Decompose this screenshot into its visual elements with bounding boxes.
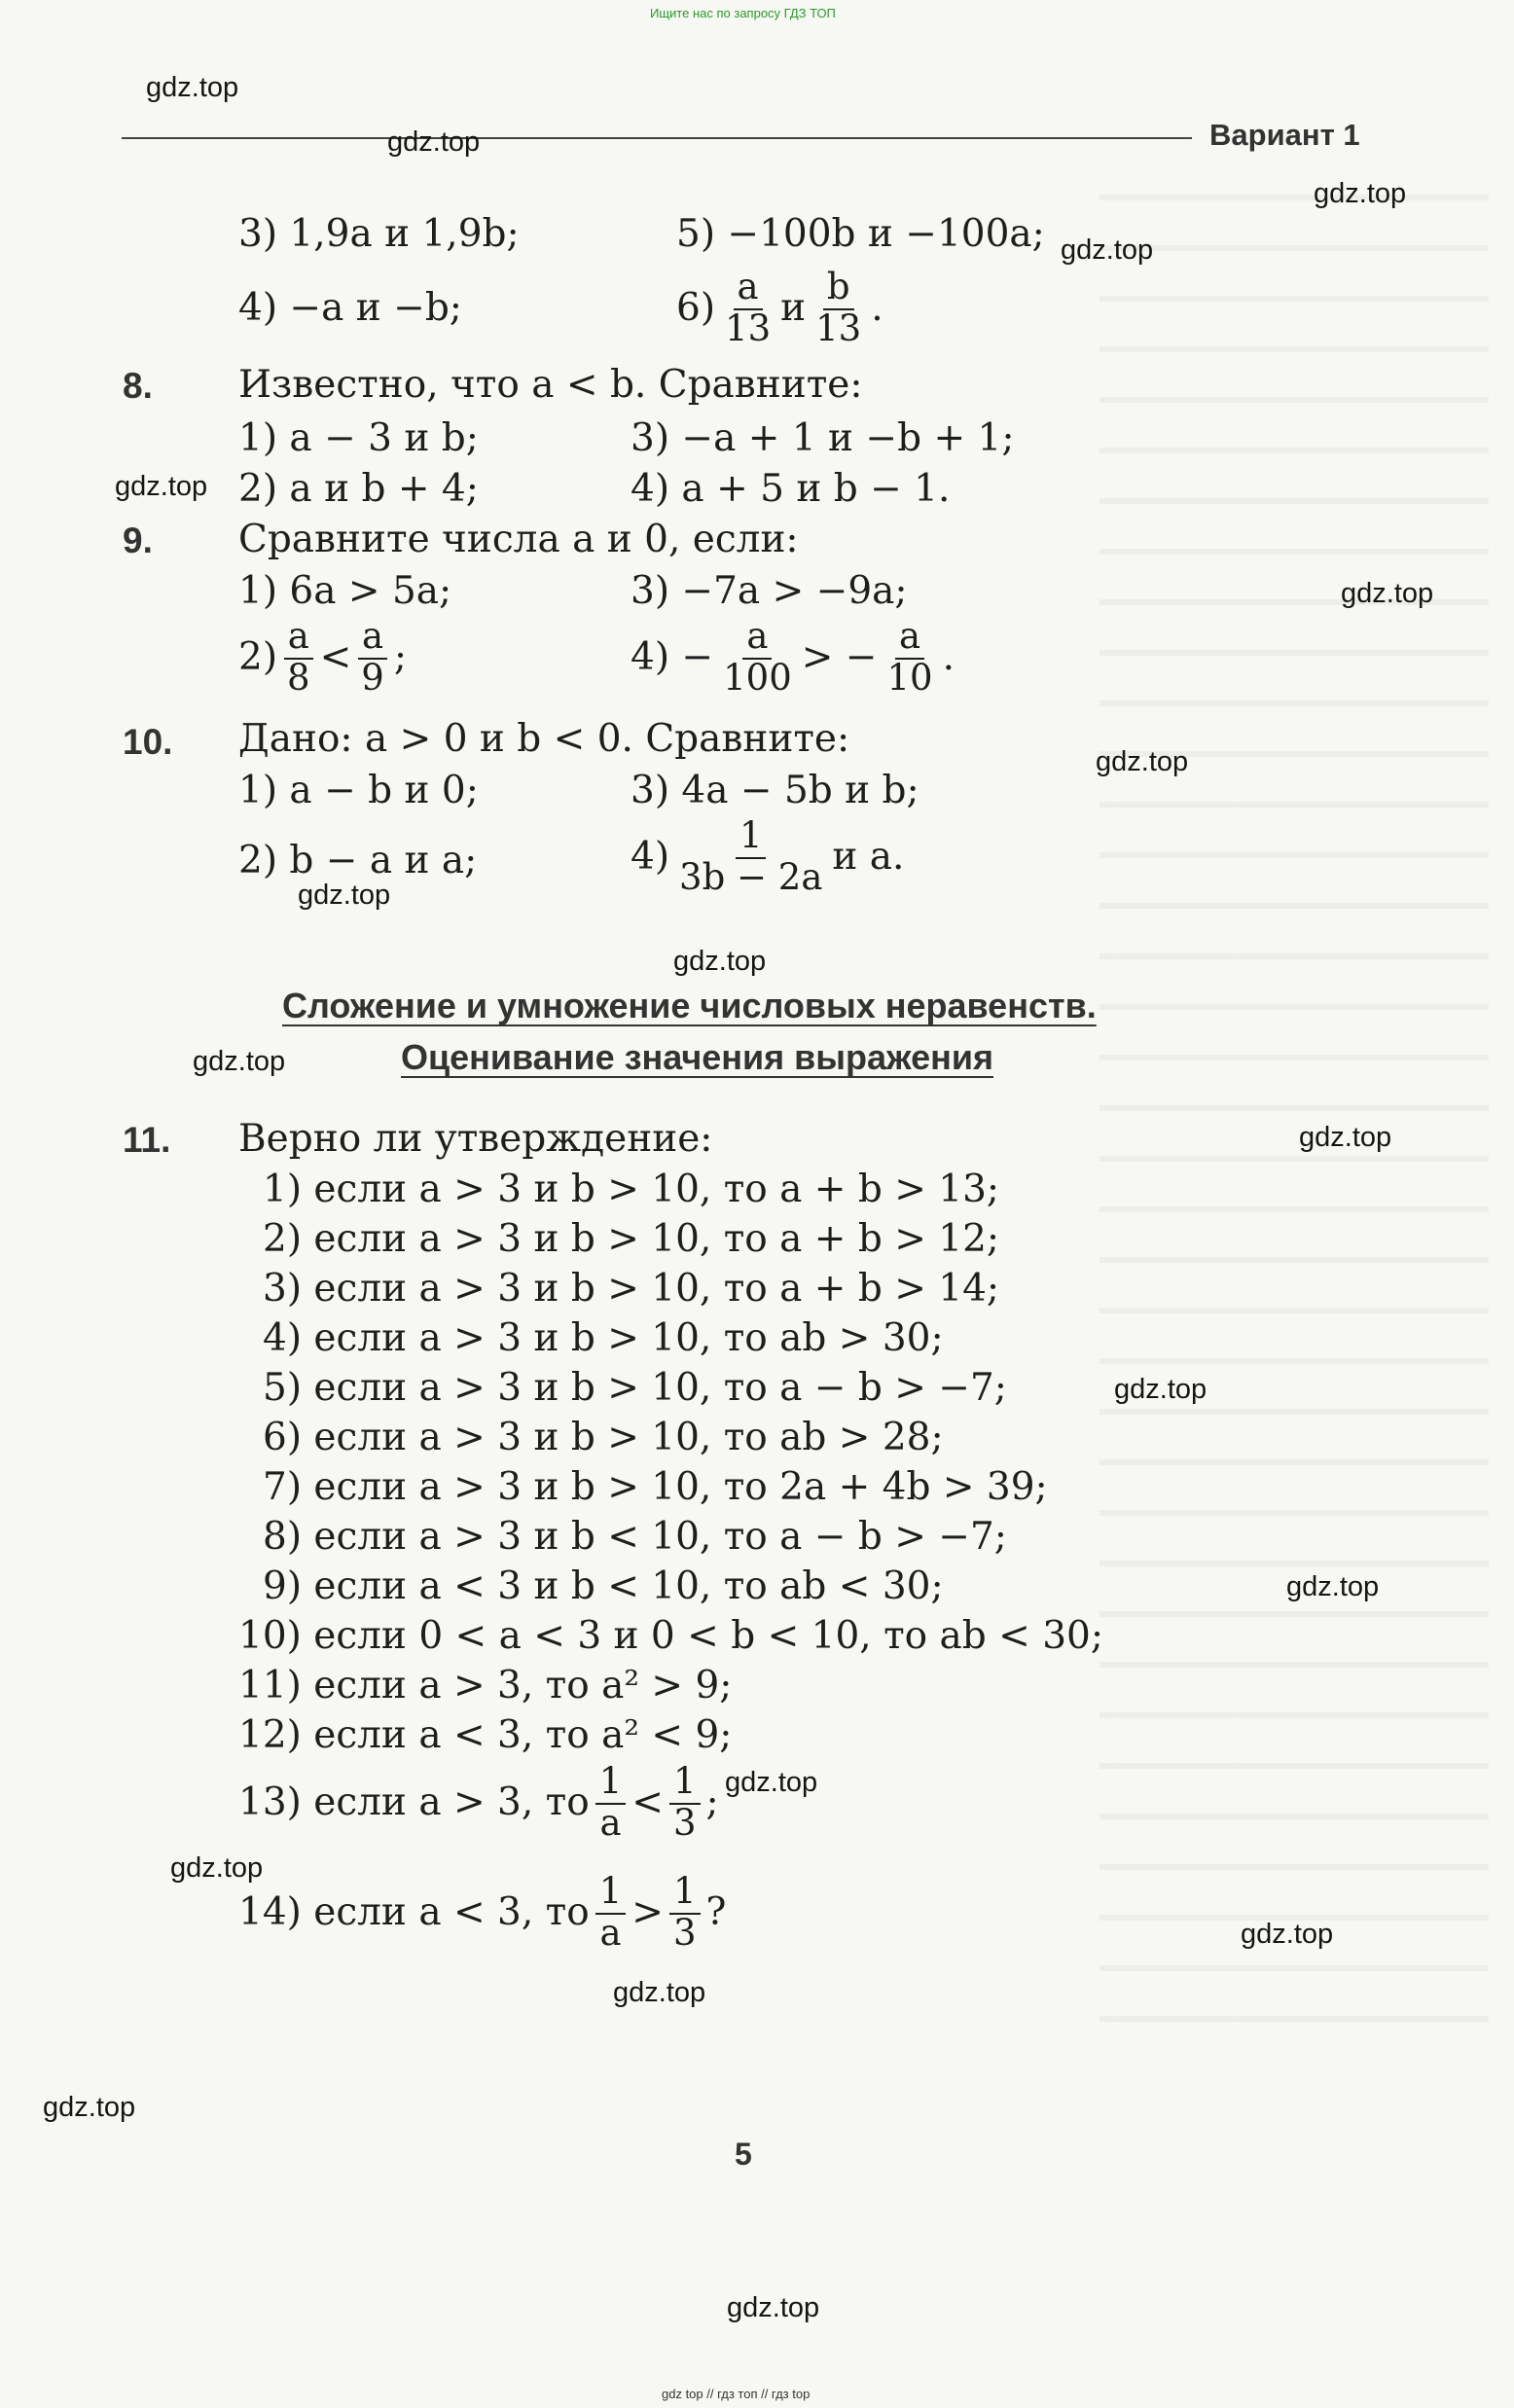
- fraction: $\frac{b}{13}$: [815, 266, 862, 349]
- p11-item: 7) если a > 3 и b > 10, то 2a + 4b > 39;: [263, 1465, 1048, 1509]
- p11-item: 6) если a > 3 и b > 10, то ab > 28;: [263, 1416, 944, 1459]
- p9-item-4: 4) − $\frac{a}{100}$ > − $\frac{a}{10}$ .: [631, 615, 955, 699]
- watermark: gdz.top: [1061, 234, 1154, 266]
- p8-item-4: 4) a + 5 и b − 1.: [631, 467, 951, 511]
- watermark: gdz.top: [1314, 178, 1407, 209]
- fraction: $\frac{a}{10}$: [886, 615, 933, 699]
- header-rule: [122, 137, 1192, 139]
- section-title-line-1: Сложение и умножение числовых неравенств.: [282, 986, 1097, 1025]
- watermark: gdz.top: [193, 1046, 286, 1077]
- p10-item-1: 1) a − b и 0;: [238, 769, 479, 812]
- p11-number: 11.: [123, 1120, 171, 1160]
- p10-text: Дано: a > 0 и b < 0. Сравните:: [238, 717, 850, 761]
- p11-item: 1) если a > 3 и b > 10, то a + b > 13;: [263, 1168, 1000, 1211]
- p11-item: 2) если a > 3 и b > 10, то a + b > 12;: [263, 1217, 1000, 1261]
- watermark: gdz.top: [43, 2092, 136, 2123]
- p8-text: Известно, что a < b. Сравните:: [238, 363, 863, 407]
- watermark: gdz.top: [673, 946, 767, 977]
- p11-item-13: 13) если a > 3, то $\frac{1}{a}$ < $\frac{1}{3}$ ;: [238, 1760, 719, 1844]
- p11-item: 3) если a > 3 и b > 10, то a + b > 14;: [263, 1267, 1000, 1311]
- p11-item: 5) если a > 3 и b > 10, то a − b > −7;: [263, 1366, 1007, 1410]
- watermark: gdz.top: [298, 880, 391, 911]
- p11-item: 4) если a > 3 и b > 10, то ab > 30;: [263, 1316, 944, 1360]
- p11-item: 9) если a < 3 и b < 10, то ab < 30;: [263, 1564, 944, 1608]
- watermark: gdz.top: [1341, 578, 1434, 609]
- fraction: $\frac{a}{9}$: [357, 618, 388, 698]
- watermark: gdz.top: [1114, 1374, 1208, 1405]
- watermark: gdz.top: [725, 1767, 818, 1798]
- bleed-through-background: [1099, 195, 1489, 2043]
- watermark: gdz.top: [1299, 1122, 1392, 1153]
- fraction: $\frac{a}{100}$: [723, 615, 792, 699]
- watermark: gdz.top: [387, 126, 481, 158]
- p10-number: 10.: [123, 722, 173, 762]
- p11-text: Верно ли утверждение:: [238, 1117, 713, 1161]
- fraction: $\frac{1}{3b - 2a}$: [679, 814, 823, 898]
- top-search-note: Ищите нас по запросу ГДЗ ТОП: [650, 6, 836, 20]
- p10-item-4: 4) $\frac{1}{3b - 2a}$ и a.: [631, 814, 905, 898]
- watermark: gdz.top: [613, 1977, 706, 2008]
- watermark: gdz.top: [1286, 1571, 1380, 1602]
- p8-item-1: 1) a − 3 и b;: [238, 416, 479, 460]
- p11-item: 10) если 0 < a < 3 и 0 < b < 10, то ab < 30;: [238, 1614, 1103, 1658]
- watermark: gdz.top: [170, 1852, 264, 1884]
- p9-item-1: 1) 6a > 5a;: [238, 569, 452, 613]
- p7-item-6: 6) $\frac{a}{13}$ и $\frac{b}{13}$ .: [676, 266, 883, 349]
- fraction: $\frac{a}{8}$: [283, 618, 314, 698]
- p9-item-2: 2) $\frac{a}{8}$ < $\frac{a}{9}$ ;: [238, 615, 407, 699]
- p8-item-2: 2) a и b + 4;: [238, 467, 479, 511]
- p11-item-14: 14) если a < 3, то $\frac{1}{a}$ > $\frac{1}{3}$ ?: [238, 1870, 727, 1954]
- watermark: gdz.top: [1096, 746, 1189, 777]
- fraction: $\frac{1}{a}$: [595, 1873, 627, 1953]
- p9-text: Сравните числа a и 0, если:: [238, 518, 799, 561]
- footer-note: gdz top // гдз топ // гдз top: [662, 2387, 811, 2401]
- p7-item-5: 5) −100b и −100a;: [676, 212, 1045, 256]
- fraction: $\frac{a}{13}$: [725, 266, 772, 349]
- p11-item: 11) если a > 3, то a² > 9;: [238, 1664, 733, 1707]
- variant-header: Вариант 1: [1209, 118, 1360, 152]
- fraction: $\frac{1}{a}$: [595, 1763, 627, 1843]
- p11-item: 12) если a < 3, то a² < 9;: [238, 1713, 733, 1757]
- p7-item-3: 3) 1,9a и 1,9b;: [238, 212, 520, 256]
- watermark: gdz.top: [115, 471, 208, 502]
- p7-item-4: 4) −a и −b;: [238, 286, 462, 330]
- p9-item-3: 3) −7a > −9a;: [631, 569, 908, 613]
- p8-number: 8.: [123, 366, 153, 406]
- p9-number: 9.: [123, 521, 153, 560]
- watermark: gdz.top: [727, 2292, 820, 2323]
- fraction: $\frac{1}{3}$: [669, 1873, 701, 1953]
- p8-item-3: 3) −a + 1 и −b + 1;: [631, 416, 1015, 460]
- watermark: gdz.top: [146, 72, 239, 103]
- page-number: 5: [735, 2137, 752, 2172]
- p11-item: 8) если a > 3 и b < 10, то a − b > −7;: [263, 1515, 1007, 1559]
- section-title-line-2: Оценивание значения выражения: [401, 1037, 994, 1077]
- watermark: gdz.top: [1241, 1919, 1334, 1950]
- fraction: $\frac{1}{3}$: [669, 1763, 701, 1843]
- p10-item-3: 3) 4a − 5b и b;: [631, 769, 919, 812]
- p10-item-2: 2) b − a и a;: [238, 839, 478, 882]
